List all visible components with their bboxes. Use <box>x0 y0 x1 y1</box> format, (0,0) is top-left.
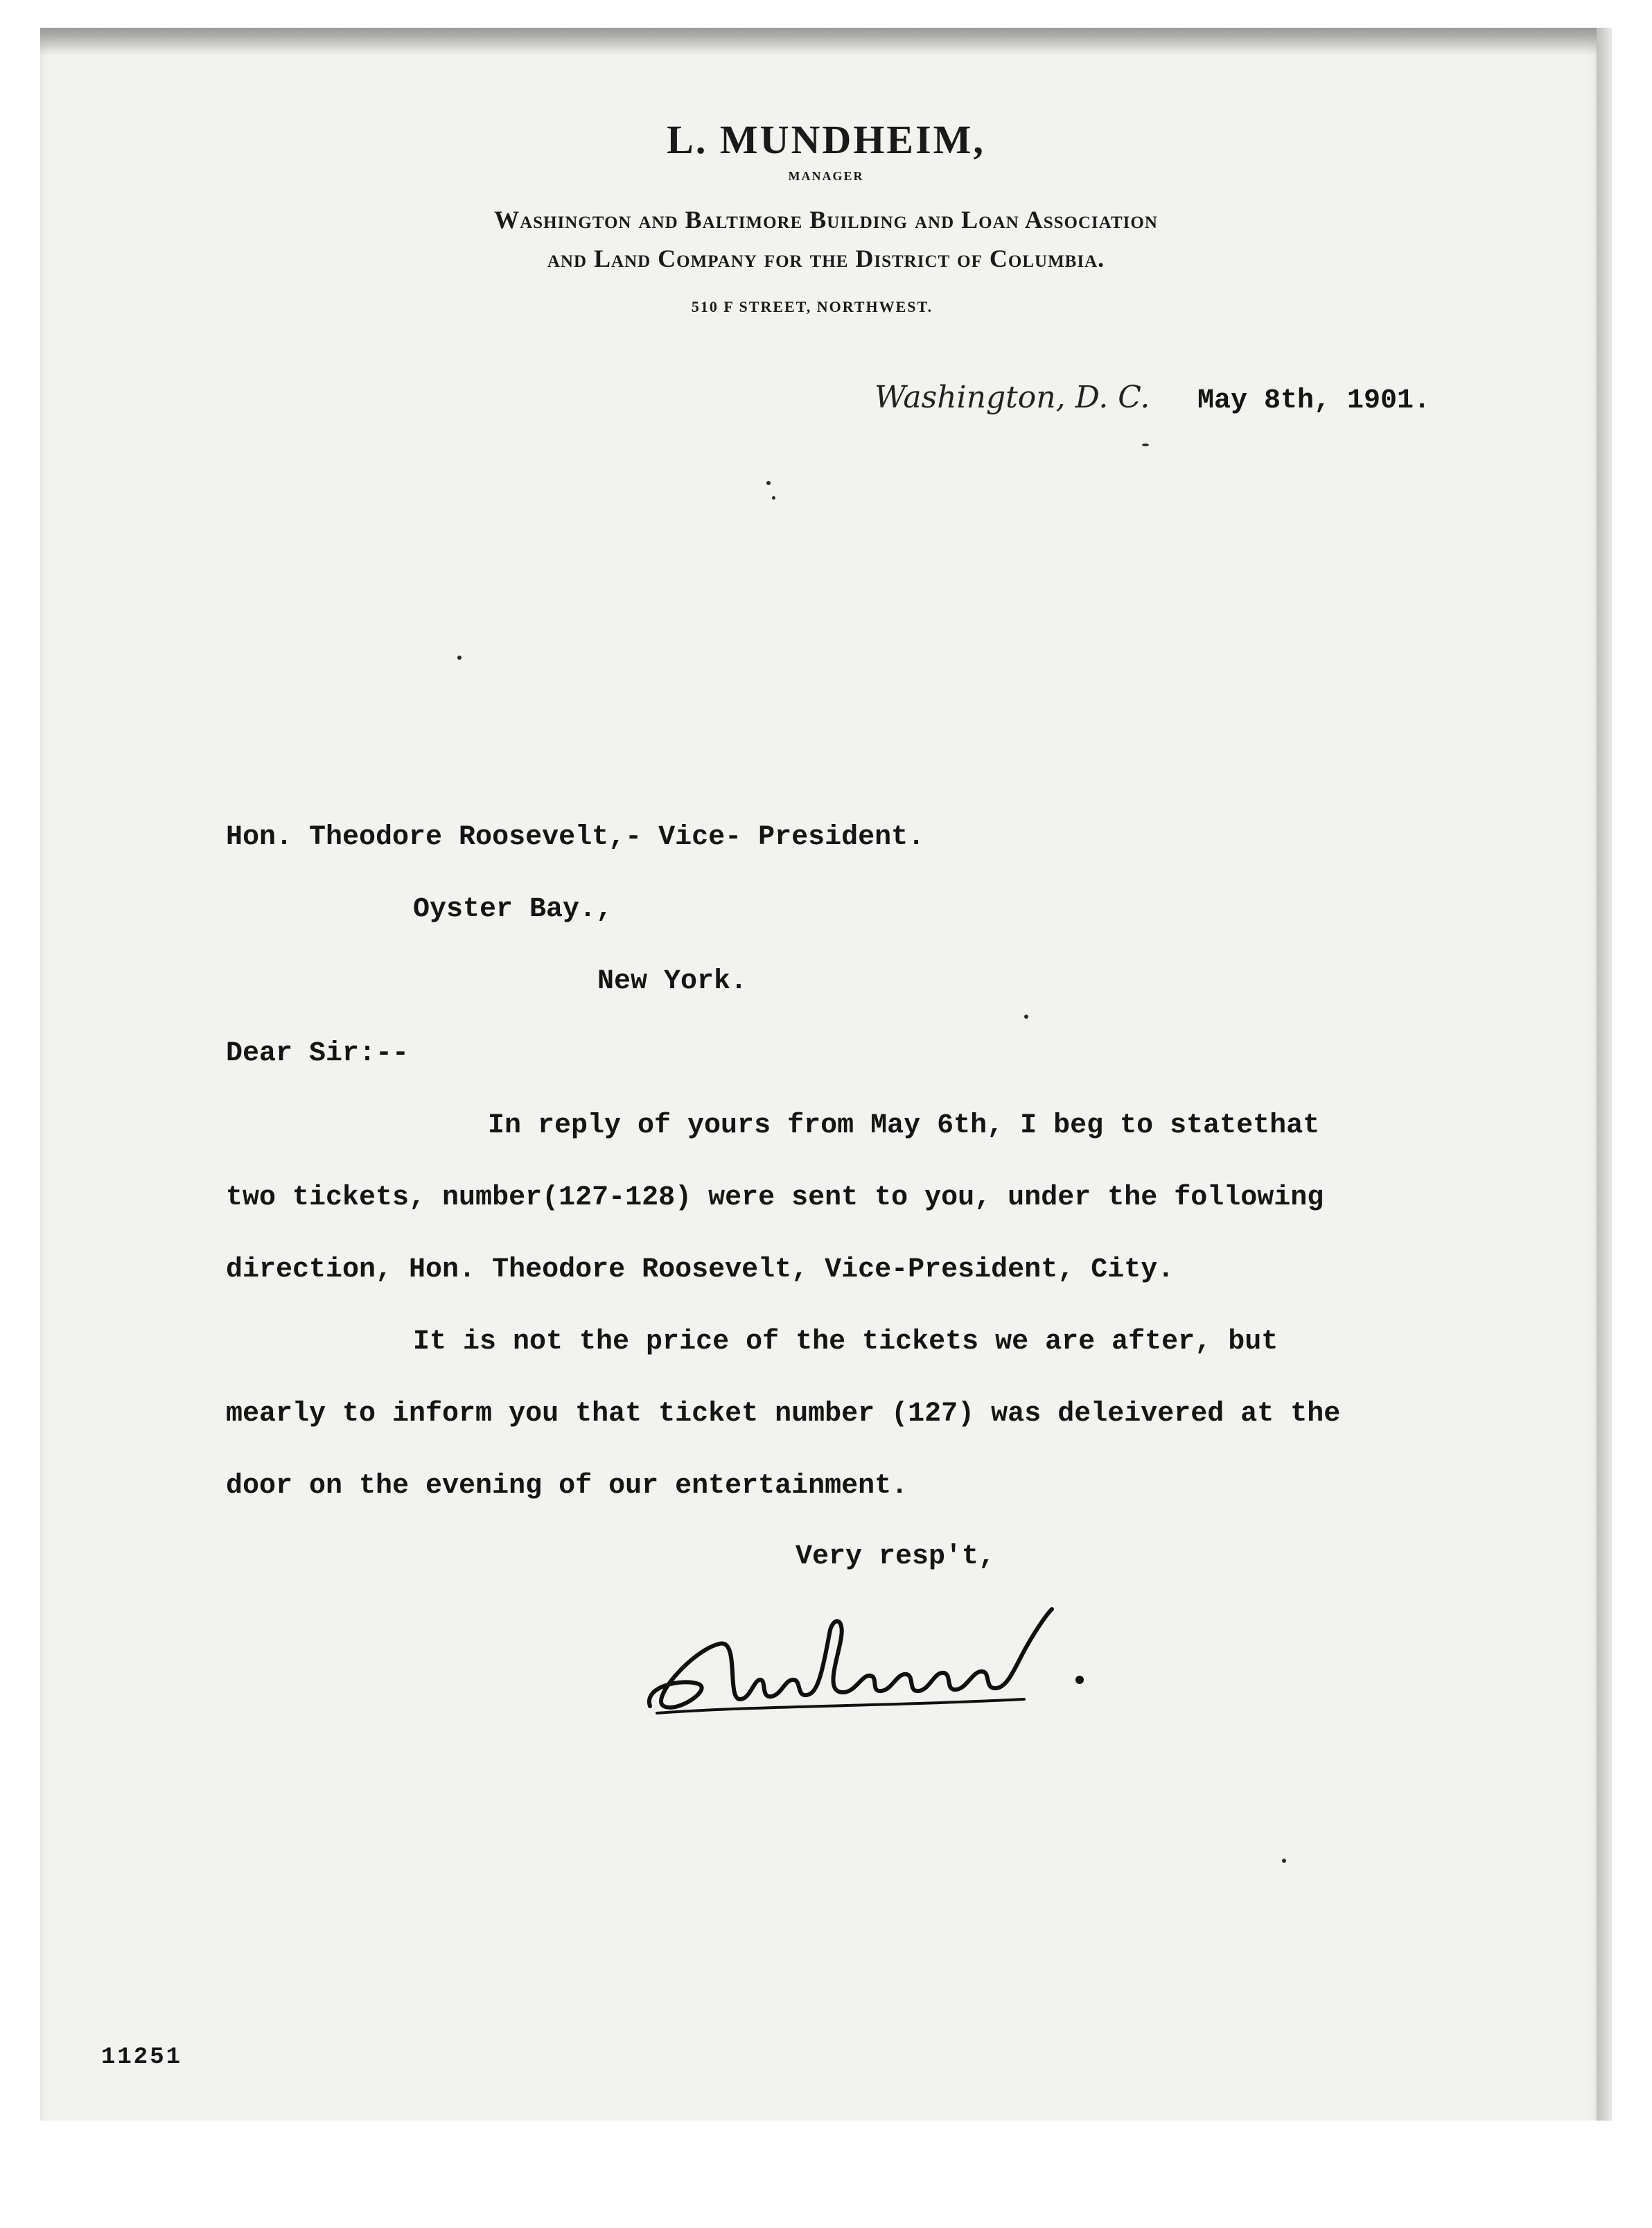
scan-top-shadow <box>40 28 1597 55</box>
recipient-line2: Oyster Bay., <box>413 894 613 925</box>
dateline-date: May 8th, 1901. <box>1197 385 1431 416</box>
letterhead-association-line2: and Land Company for the District of Columbia. <box>547 245 1105 272</box>
letterhead-name: L. MUNDHEIM, <box>667 117 985 162</box>
scan-speck <box>1282 1859 1286 1863</box>
body-p2-line3: door on the evening of our entertainment. <box>226 1471 908 1502</box>
letterhead-address: 510 F STREET, NORTHWEST. <box>691 298 933 315</box>
scan-speck <box>1024 1015 1028 1019</box>
scan-speck <box>766 481 771 485</box>
closing: Very resp't, <box>796 1541 996 1572</box>
scan-right-edge <box>1597 28 1612 2121</box>
scan-speck <box>1142 444 1149 446</box>
document-number: 11251 <box>101 2044 183 2071</box>
signature <box>636 1602 1107 1727</box>
body-p2-line2: mearly to inform you that ticket number (127) was deleivered at the <box>226 1398 1341 1430</box>
recipient-line3: New York. <box>597 966 748 997</box>
body-p1-line1: In reply of yours from May 6th, I beg to statethat <box>488 1110 1320 1141</box>
recipient-line1: Hon. Theodore Roosevelt,- Vice- President. <box>226 822 925 853</box>
letter-page <box>40 28 1597 2121</box>
body-p2-line1: It is not the price of the tickets we are after, but <box>413 1326 1278 1358</box>
letterhead-association-line1: Washington and Baltimore Building and Loan Association <box>494 206 1158 234</box>
scan-speck <box>772 496 775 500</box>
dateline-place: Washington, D. C. <box>875 380 1150 415</box>
body-p1-line2: two tickets, number(127-128) were sent to you, under the following <box>226 1182 1324 1213</box>
salutation: Dear Sir:-- <box>226 1038 410 1069</box>
letterhead-title: MANAGER <box>788 169 864 183</box>
body-p1-line3: direction, Hon. Theodore Roosevelt, Vice-President, City. <box>226 1254 1175 1286</box>
scan-speck <box>457 656 462 660</box>
